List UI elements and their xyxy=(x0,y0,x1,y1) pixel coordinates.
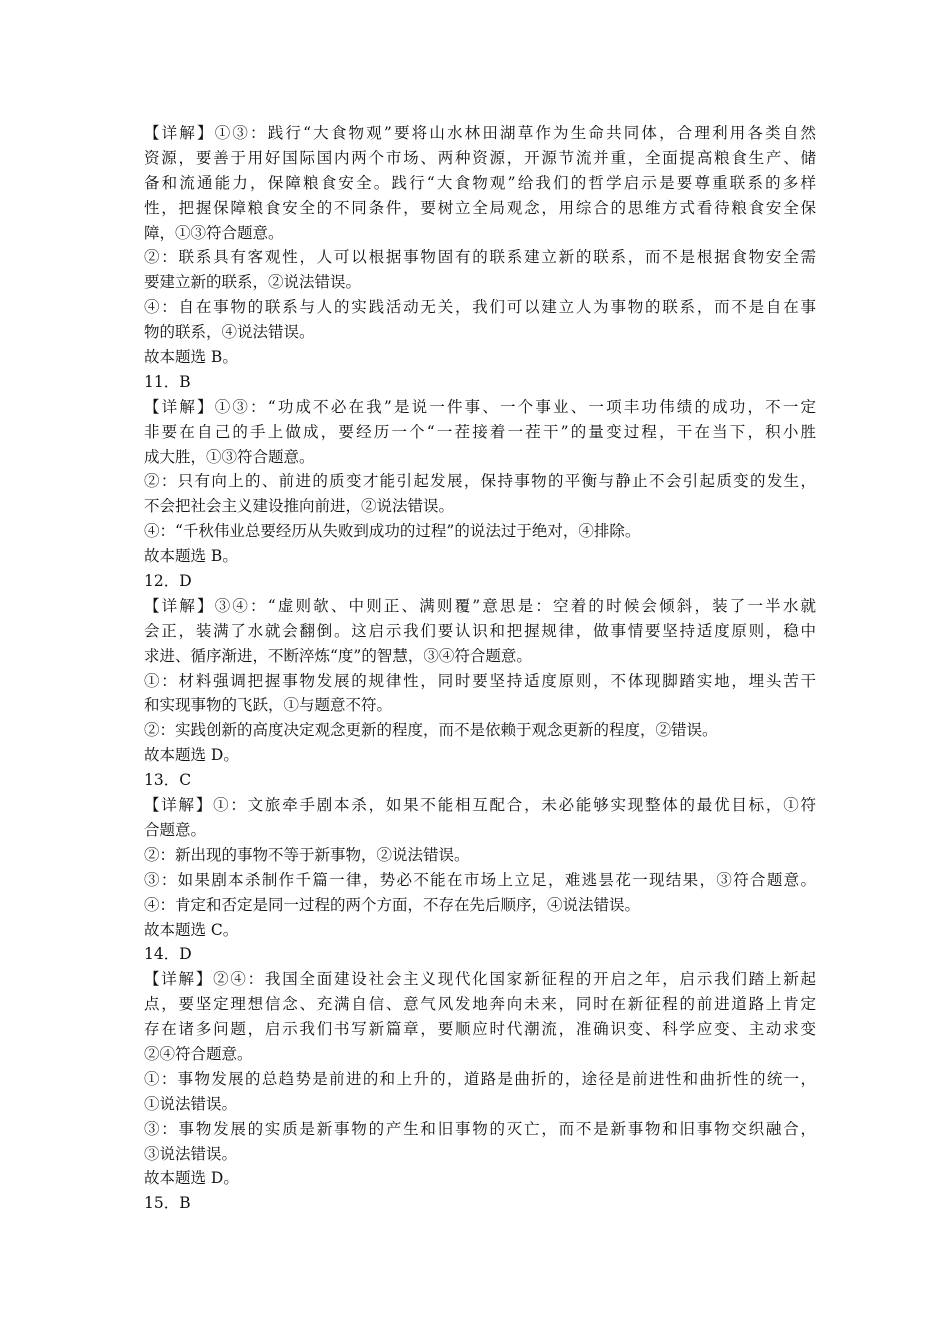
text-line: 物的联系，④说法错误。 xyxy=(144,323,315,342)
text-line: 【详解】②④：我国全面建设社会主义现代化国家新征程的开启之年，启示我们踏上新起 xyxy=(144,970,816,989)
text-line: 非要在自己的手上做成，要经历一个“一茬接着一茬干”的量变过程，干在当下，积小胜 xyxy=(144,422,816,441)
text-line: 合题意。 xyxy=(144,820,207,839)
text-line: 15．B xyxy=(144,1194,191,1213)
text-line: ①：材料强调把握事物发展的规律性，同时要坚持适度原则，不体现脚踏实地，埋头苦干 xyxy=(144,671,816,690)
text-line: ④：自在事物的联系与人的实践活动无关，我们可以建立人为事物的联系，而不是自在事 xyxy=(144,298,816,317)
text-line: ②：只有向上的、前进的质变才能引起发展，保持事物的平衡与静止不会引起质变的发生， xyxy=(144,472,816,491)
text-line: ②④符合题意。 xyxy=(144,1044,253,1063)
text-line: 点，要坚定理想信念、充满自信、意气风发地奔向未来，同时在新征程的前进道路上肯定 xyxy=(144,995,816,1014)
text-line: 14．D xyxy=(144,945,192,964)
text-line: 13．C xyxy=(144,771,192,790)
text-line: 资源，要善于用好国际国内两个市场、两种资源，开源节流并重，全面提高粮食生产、储 xyxy=(144,148,816,167)
text-line: 性，把握保障粮食安全的不同条件，要树立全局观念，用综合的思维方式看待粮食安全保 xyxy=(144,198,816,217)
text-line: 故本题选 B。 xyxy=(144,547,238,566)
text-line: 【详解】①：文旅牵手剧本杀，如果不能相互配合，未必能够实现整体的最优目标，①符 xyxy=(144,796,816,815)
text-line: 要建立新的联系，②说法错误。 xyxy=(144,273,362,292)
text-line: ①说法错误。 xyxy=(144,1094,238,1113)
text-line: 【详解】①③：“功成不必在我”是说一件事、一个事业、一项丰功伟绩的成功，不一定 xyxy=(144,397,816,416)
text-line: 故本题选 B。 xyxy=(144,348,238,367)
text-line: ③：如果剧本杀制作千篇一律，势必不能在市场上立足，难逃昙花一现结果，③符合题意。 xyxy=(144,870,816,889)
text-line: 【详解】①③：践行“大食物观”要将山水林田湖草作为生命共同体，合理利用各类自然 xyxy=(144,124,816,142)
text-line: 成大胜，①③符合题意。 xyxy=(144,447,315,466)
text-line: ④：“千秋伟业总要经历从失败到成功的过程”的说法过于绝对，④排除。 xyxy=(144,522,641,541)
text-line: 和实现事物的飞跃，①与题意不符。 xyxy=(144,696,393,715)
answer-explanation-text xyxy=(144,121,816,1216)
text-line: ①：事物发展的总趋势是前进的和上升的，道路是曲折的，途径是前进性和曲折性的统一， xyxy=(144,1069,816,1088)
text-line: ②：新出现的事物不等于新事物，②说法错误。 xyxy=(144,845,470,864)
text-line: 11．B xyxy=(144,372,191,391)
text-line: 【详解】③④：“虚则欹、中则正、满则覆”意思是：空着的时候会倾斜，装了一半水就 xyxy=(144,596,816,615)
text-line: ③说法错误。 xyxy=(144,1144,238,1163)
text-line: 障，①③符合题意。 xyxy=(144,223,284,242)
text-line: ③：事物发展的实质是新事物的产生和旧事物的灭亡，而不是新事物和旧事物交织融合， xyxy=(144,1119,816,1138)
text-line: 故本题选 D。 xyxy=(144,1169,239,1188)
text-line: 求进、循序渐进，不断淬炼“度”的智慧，③④符合题意。 xyxy=(144,646,532,665)
text-line: 故本题选 C。 xyxy=(144,920,239,939)
text-line: ②：联系具有客观性，人可以根据事物固有的联系建立新的联系，而不是根据食物安全需 xyxy=(144,248,816,267)
text-line: ②：实践创新的高度决定观念更新的程度，而不是依赖于观念更新的程度，②错误。 xyxy=(144,721,718,740)
text-line: 故本题选 D。 xyxy=(144,746,239,765)
text-line: 不会把社会主义建设推向前进，②说法错误。 xyxy=(144,497,455,516)
text-line: 存在诸多问题，启示我们书写新篇章，要顺应时代潮流，准确识变、科学应变、主动求变 xyxy=(144,1020,816,1039)
text-line: 会正，装满了水就会翻倒。这启示我们要认识和把握规律，做事情要坚持适度原则，稳中 xyxy=(144,621,816,640)
text-line: ④：肯定和否定是同一过程的两个方面，不存在先后顺序，④说法错误。 xyxy=(144,895,641,914)
text-line: 12．D xyxy=(144,572,192,591)
text-line: 备和流通能力，保障粮食安全。践行“大食物观”给我们的哲学启示是要尊重联系的多样 xyxy=(144,173,816,192)
